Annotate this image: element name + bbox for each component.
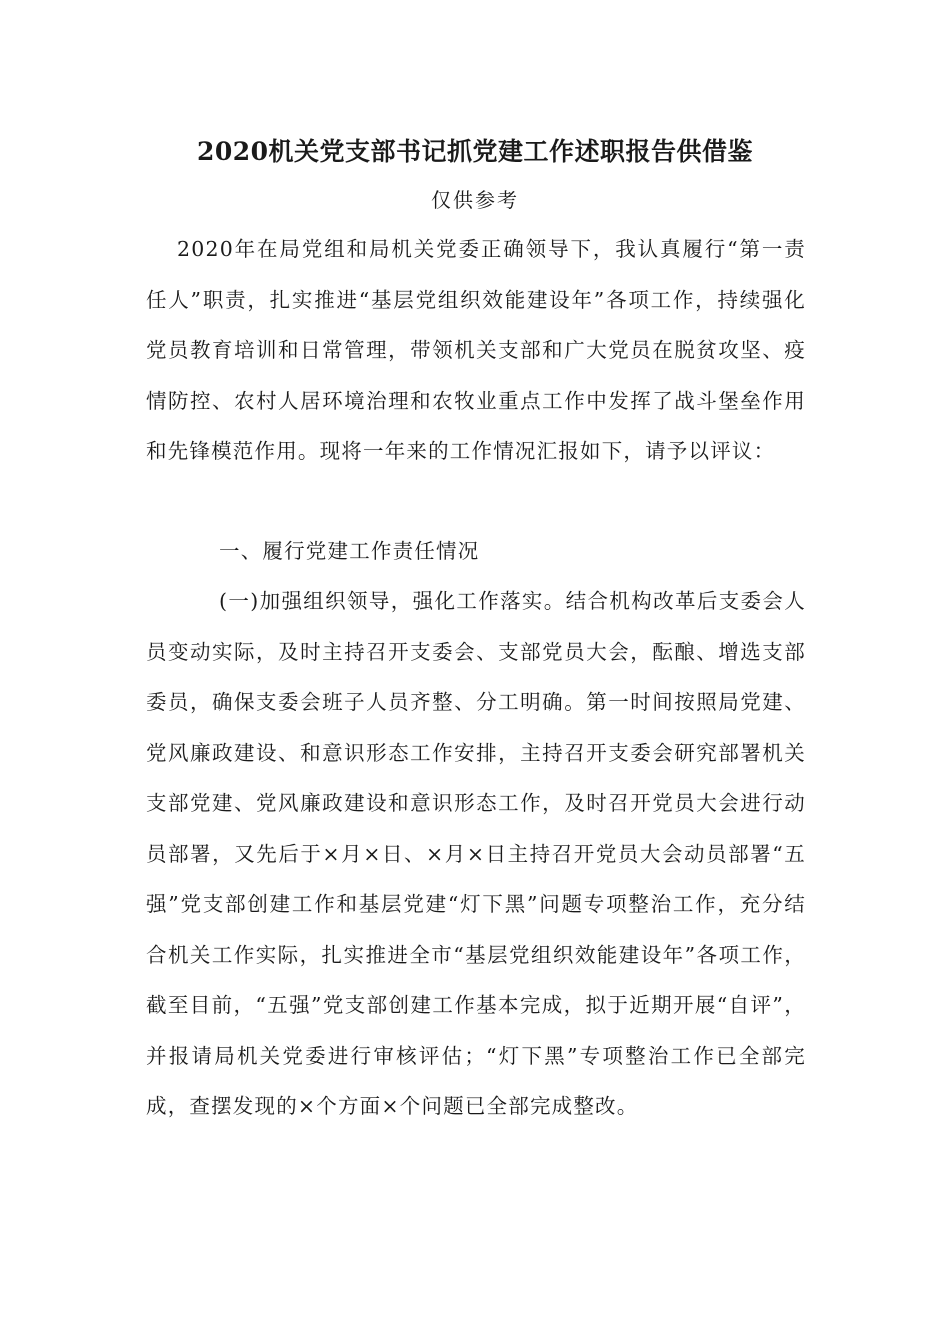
section1-paragraph [146,576,806,1132]
document-title: 2020机关党支部书记抓党建工作述职报告供借鉴 [196,137,754,166]
section-heading [146,526,806,577]
section1-paragraph-text: (一)加强组织领导，强化工作落实。结合机构改革后支委会人员变动实际，及时主持召开支委会、支部党员大会，酝酿、增选支部委员，确保支委会班子人员齐整、分工明确。第一时间按照局党建、党风廉政建设、和意识形态工作安排，主持召开支委会研究部署机关支部党建、党风廉政建设和意识形态工作，及时召开党员大会进行动员部署，又先后于×月×日、×月×日主持召开党员大会动员部署“五强”党支部创建工作和基层党建“灯下黑”问题专项整治工作，充分结合机关工作实际，扎实推进全市“基层党组织效能建设年”各项工作，截至目前，“五强”党支部创建工作基本完成，拟于近期开展“自评”，并报请局机关党委进行审核评估；“灯下黑”专项整治工作已全部完成，查摆发现的×个方面×个问题已全部完成整改。 [146,589,806,1118]
document-subtitle: 仅供参考 [431,188,519,212]
intro-paragraph-text: 2020年在局党组和局机关党委正确领导下，我认真履行“第一责任人”职责，扎实推进“基层党组织效能建设年”各项工作，持续强化党员教育培训和日常管理，带领机关支部和广大党员在脱贫攻坚、疫情防控、农村人居环境治理和农牧业重点工作中发挥了战斗堡垒作用和先锋模范作用。现将一年来的工作情况汇报如下，请予以评议： [146,237,806,463]
intro-paragraph [146,224,806,477]
section-heading-text: 一、履行党建工作责任情况 [219,539,480,563]
